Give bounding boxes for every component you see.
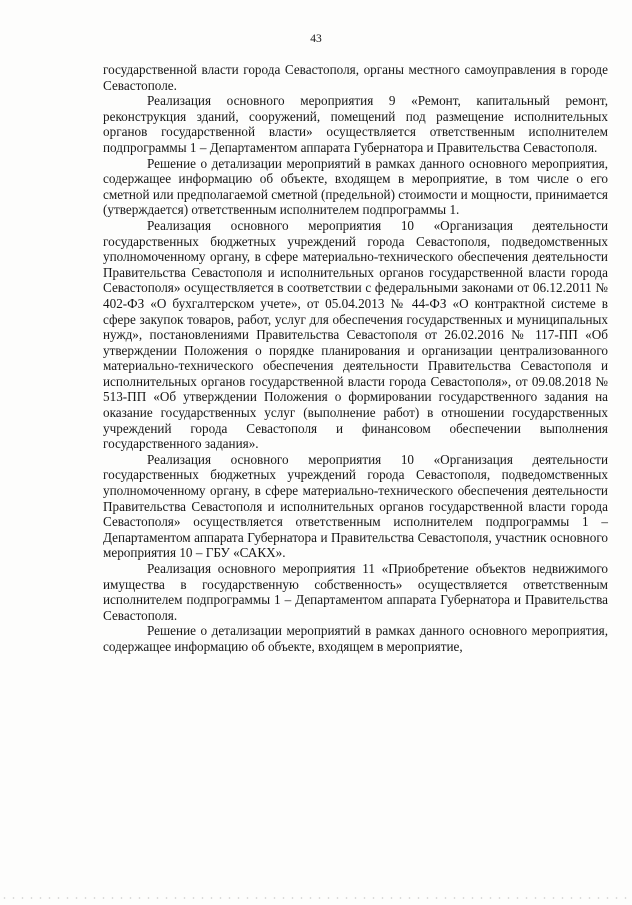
scan-artifact-strip — [0, 895, 632, 901]
paragraph-3: Решение о детализации мероприятий в рамках данного основного мероприятия, содержащее информацию об объекте, входящем в мероприятие, в том числе о его сметной или предполагаемой сметной (предельной) стоимости и мощности, принимается (утверждается) ответственным исполнителем подпрограммы 1. — [103, 155, 608, 218]
paragraph-5: Реализация основного мероприятия 10 «Организация деятельности государственных бюджетных учреждений города Севастополя, подведомственных уполномоченному органу, в сфере материально-технического обеспечения деятельности Правительства Севастополя и исполнительных органов государственной власти города Севастополя» осуществляется ответственным исполнителем подпрограммы 1 – Департаментом аппарата Губернатора и Правительства Севастополя, участник основного мероприятия 10 – ГБУ «САКХ». — [103, 451, 608, 561]
page-number: 43 — [310, 33, 322, 45]
paragraph-6: Реализация основного мероприятия 11 «Приобретение объектов недвижимого имущества в государственную собственность» осуществляется ответственным исполнителем подпрограммы 1 – Департаментом аппарата Губернатора и Правительства Севастополя. — [103, 561, 608, 623]
document-body — [103, 62, 608, 655]
paragraph-2: Реализация основного мероприятия 9 «Ремонт, капитальный ремонт, реконструкция зданий, сооружений, помещений под размещение исполнительных органов государственной власти» осуществляется ответственным исполнителем подпрограммы 1 – Департаментом аппарата Губернатора и Правительства Севастополя. — [103, 93, 608, 155]
paragraph-4: Реализация основного мероприятия 10 «Организация деятельности государственных бюджетных учреждений города Севастополя, подведомственных уполномоченному органу, в сфере материально-технического обеспечения деятельности Правительства Севастополя и исполнительных органов государственной власти города Севастополя» осуществляется в соответствии с федеральными законами от 06.12.2011 № 402-ФЗ «О бухгалтерском учете», от 05.04.2013 № 44-ФЗ «О контрактной системе в сфере закупок товаров, работ, услуг для обеспечения государственных и муниципальных нужд», постановлениями Правительства Севастополя от 26.02.2016 № 117-ПП «Об утверждении Положения о порядке планирования и организации централизованного материально-технического обеспечения деятельности Правительства Севастополя и исполнительных органов государственной власти города Севастополя», от 09.08.2018 № 513-ПП «Об утверждении Положения о формировании государственного задания на оказание государственных услуг (выполнение работ) в отношении государственных учреждений города Севастополя и финансовом обеспечении выполнения государственного задания». — [103, 217, 608, 452]
paragraph-7: Решение о детализации мероприятий в рамках данного основного мероприятия, содержащее информацию об объекте, входящем в мероприятие, — [103, 623, 608, 654]
paragraph-1: государственной власти города Севастополя, органы местного самоуправления в городе Севастополе. — [103, 62, 608, 93]
